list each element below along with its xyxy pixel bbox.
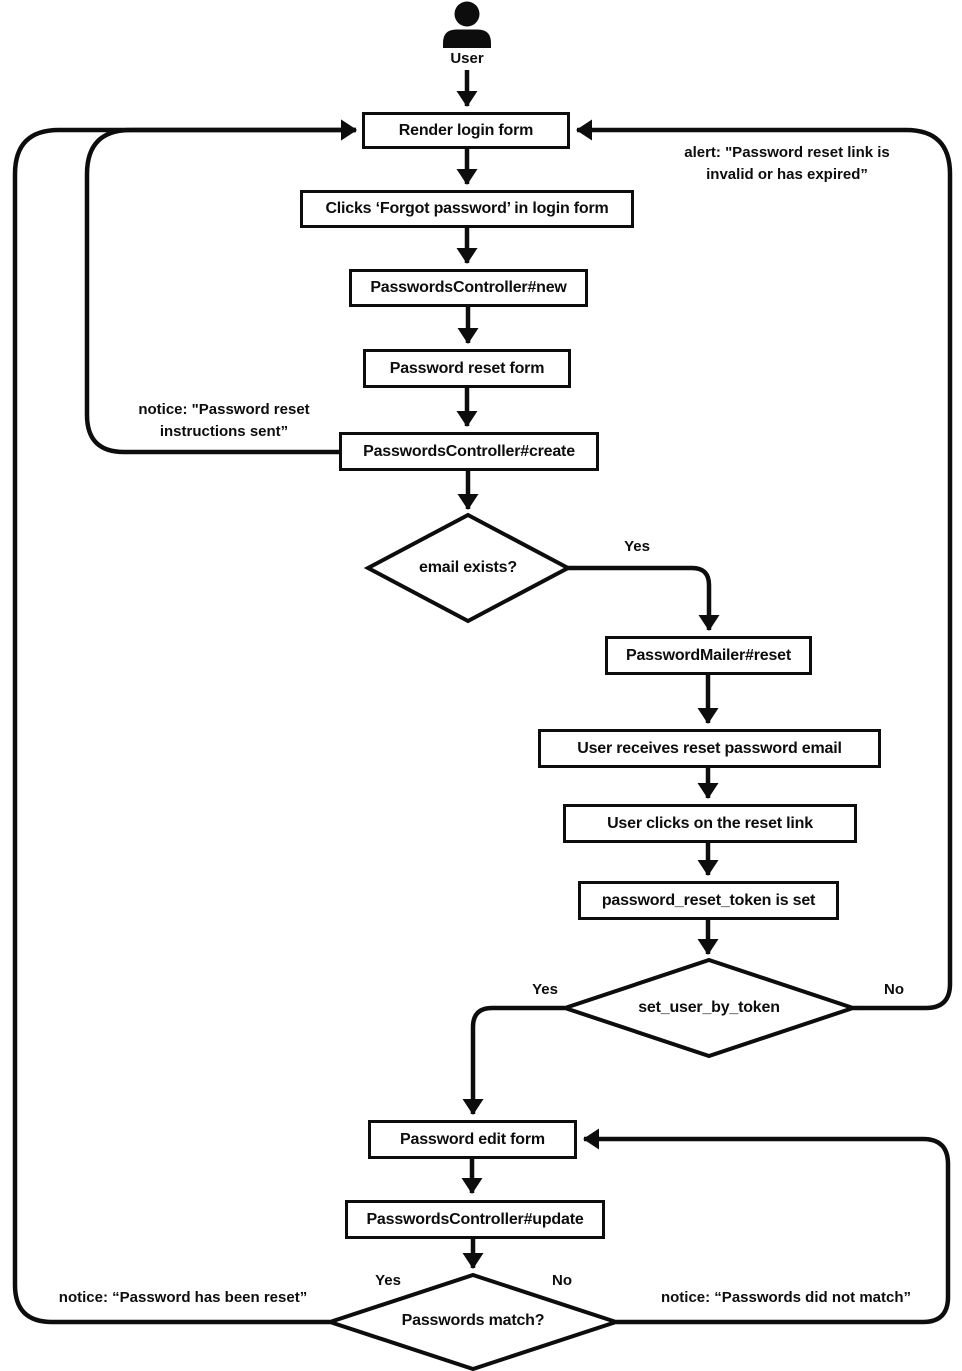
edge-setuser-yes-to-editform xyxy=(473,1008,565,1114)
node-password-reset-token-set: password_reset_token is set xyxy=(578,881,839,920)
annotation-line: alert: "Password reset link is xyxy=(684,144,890,161)
node-user-clicks-reset-link: User clicks on the reset link xyxy=(563,804,857,843)
decision-email-exists-label: email exists? xyxy=(419,559,517,576)
node-passwords-controller-update: PasswordsController#update xyxy=(345,1200,605,1239)
annotation-line: notice: "Password reset xyxy=(138,401,310,418)
branch-label-match-no: No xyxy=(552,1272,572,1289)
node-clicks-forgot-password: Clicks ‘Forgot password’ in login form xyxy=(300,190,634,228)
node-passwords-controller-new: PasswordsController#new xyxy=(349,269,588,307)
node-passwords-controller-create: PasswordsController#create xyxy=(339,432,599,471)
branch-label-set-user-yes: Yes xyxy=(532,981,558,998)
decision-set-user-by-token-label: set_user_by_token xyxy=(638,999,780,1016)
edge-match-yes-loop-to-render xyxy=(15,130,356,1322)
annotation-notice-no-match: notice: “Passwords did not match” xyxy=(660,1289,912,1306)
node-user-receives-email: User receives reset password email xyxy=(538,729,881,768)
annotation-notice-instructions-sent xyxy=(138,399,309,443)
annotation-line: invalid or has expired” xyxy=(706,165,868,183)
node-render-login-form: Render login form xyxy=(362,112,570,149)
annotation-line: instructions sent” xyxy=(159,422,289,440)
node-password-edit-form: Password edit form xyxy=(368,1120,577,1159)
decision-passwords-match-label: Passwords match? xyxy=(401,1312,545,1329)
branch-label-set-user-no: No xyxy=(884,981,904,998)
branch-label-match-yes: Yes xyxy=(375,1272,401,1289)
annotation-notice-password-reset: notice: “Password has been reset” xyxy=(58,1289,308,1306)
node-password-mailer-reset: PasswordMailer#reset xyxy=(605,636,812,675)
user-label: User xyxy=(450,50,484,67)
node-password-reset-form: Password reset form xyxy=(363,349,571,388)
user-icon xyxy=(443,2,491,49)
branch-label-email-exists-yes: Yes xyxy=(624,538,650,555)
edge-emailexists-yes-to-mailer xyxy=(568,568,709,630)
annotation-alert-link-invalid xyxy=(684,142,890,186)
